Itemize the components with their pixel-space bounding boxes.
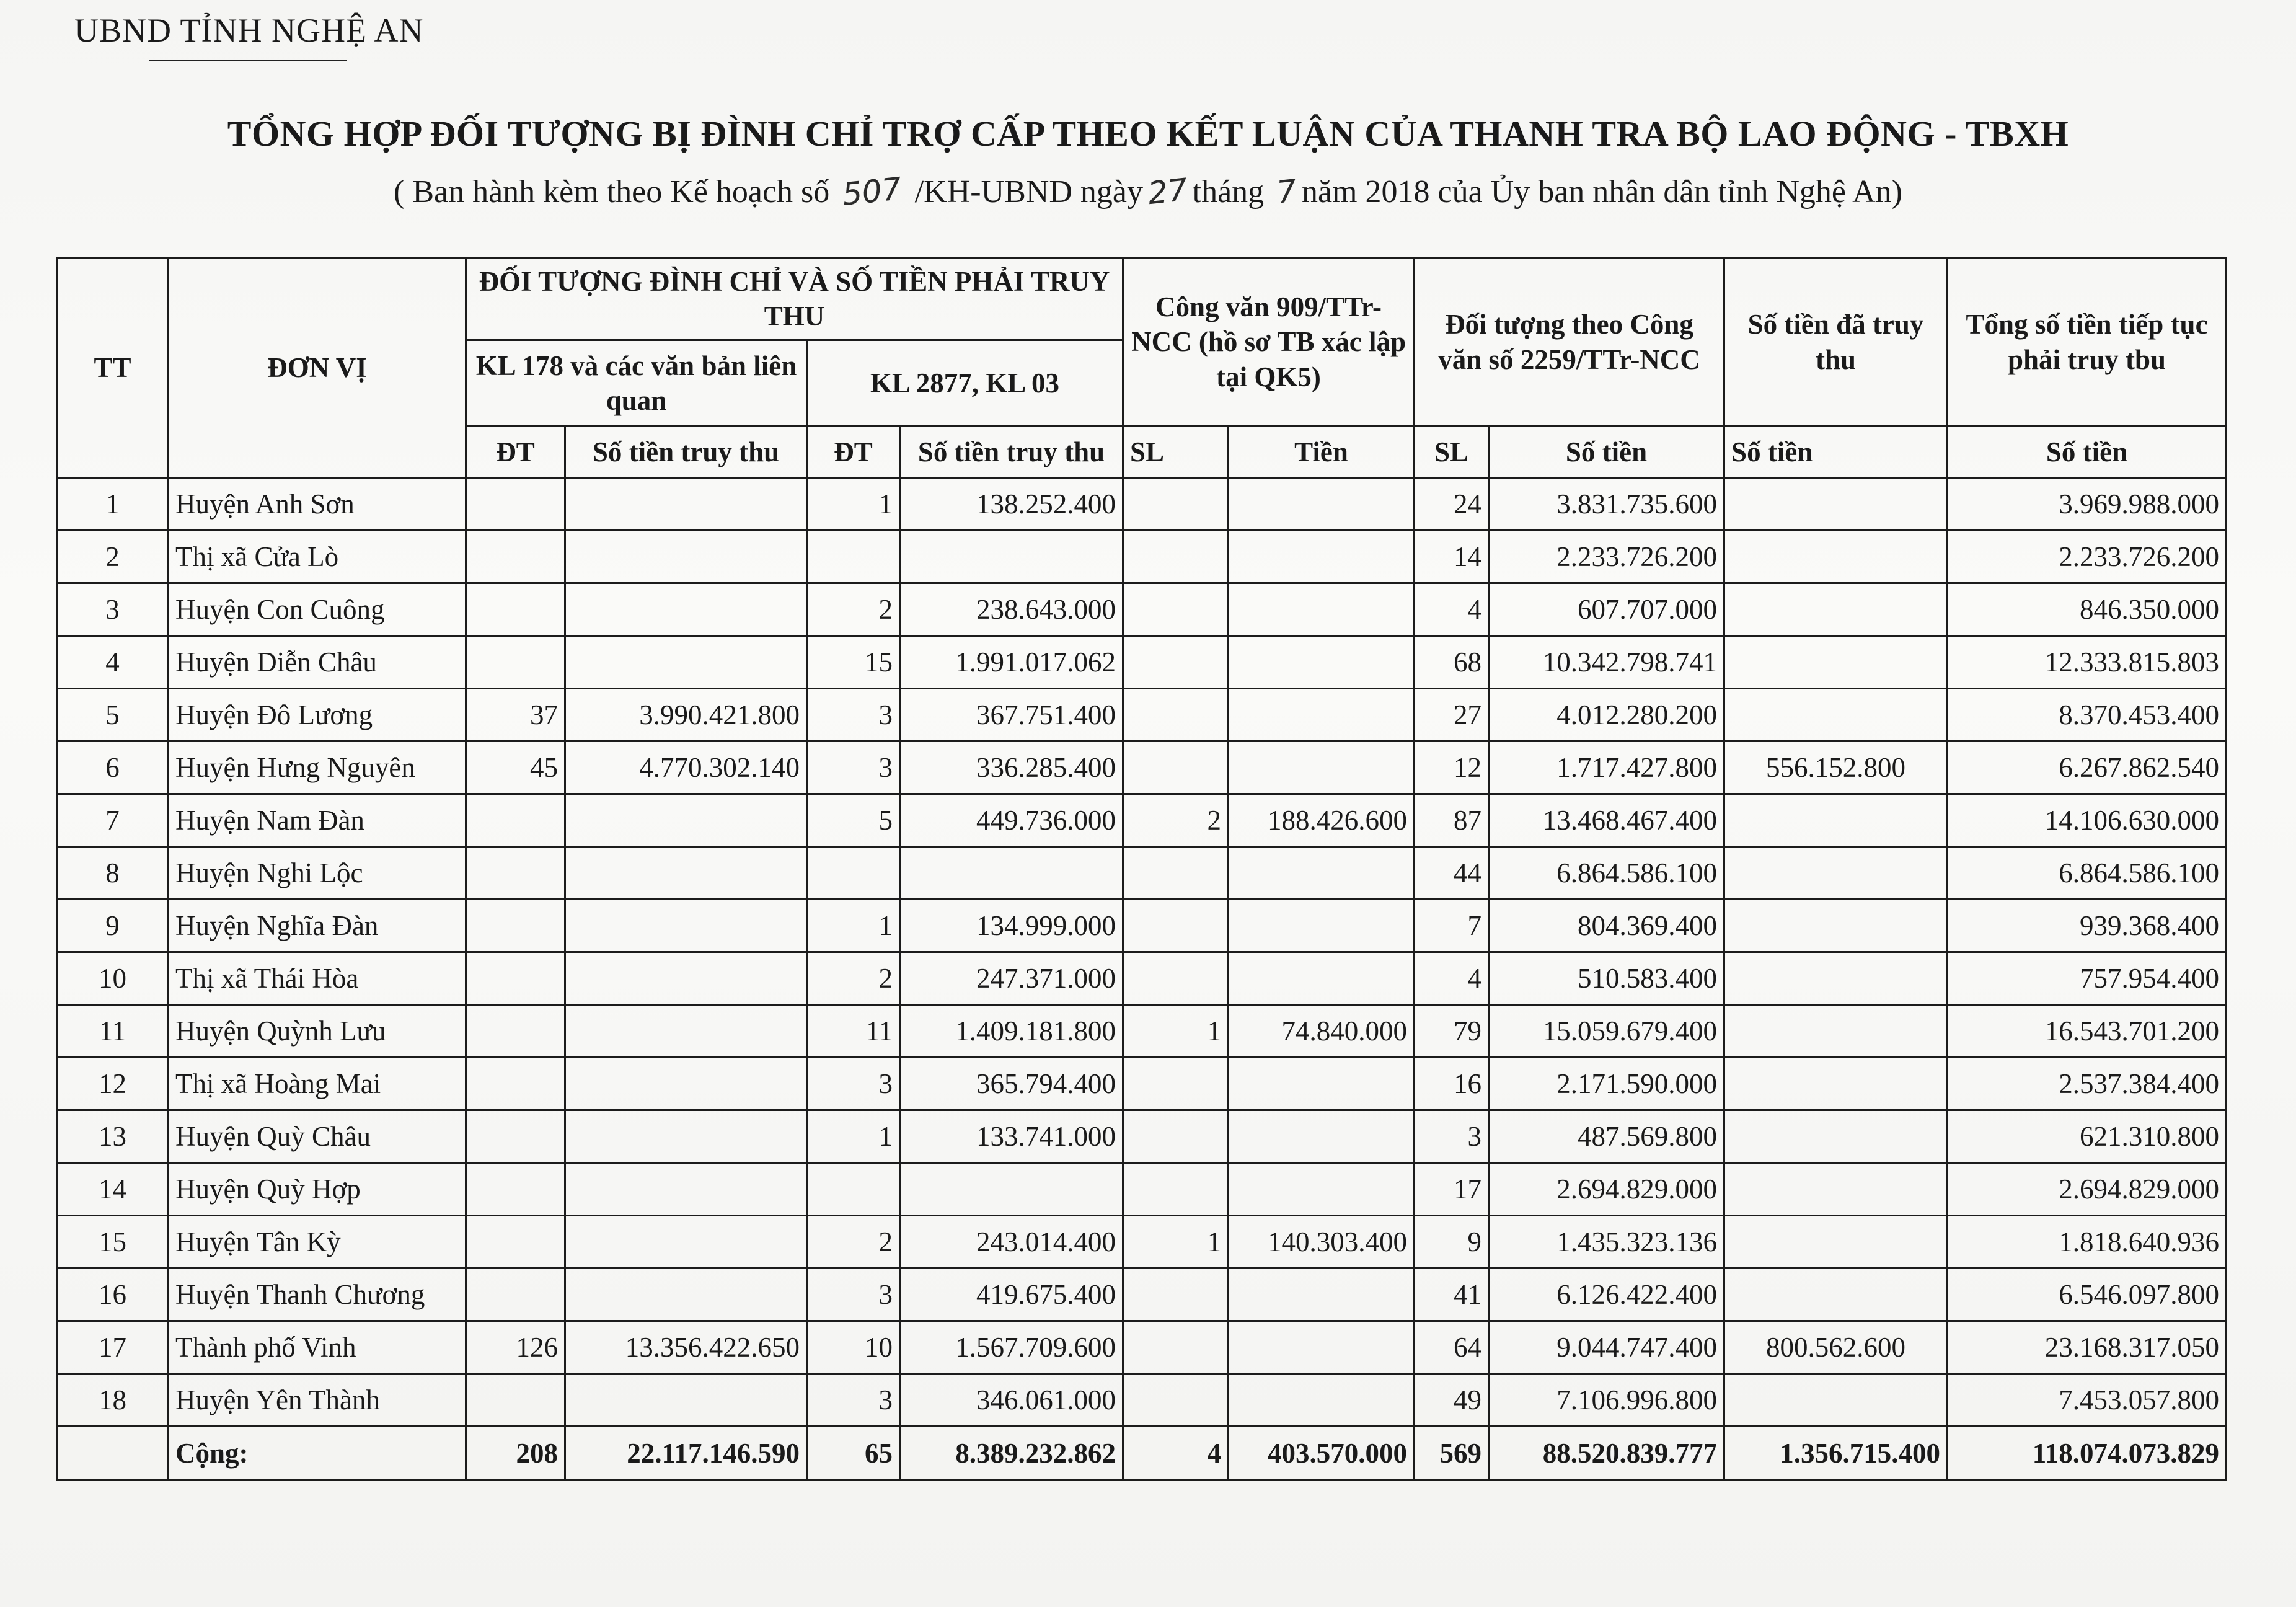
cell-don-vi: Thị xã Thái Hòa <box>169 952 466 1005</box>
cell-cv2259-tien: 9.044.747.400 <box>1489 1321 1724 1374</box>
cell-tt: 2 <box>57 531 169 583</box>
header-kl178: KL 178 và các văn bản liên quan <box>466 340 807 427</box>
cell-cv2259-sl: 87 <box>1415 794 1489 847</box>
cell-kl2877-tien <box>900 531 1123 583</box>
header-da-truy-thu: Số tiền đã truy thu <box>1724 258 1948 427</box>
cell-cv2259-tien: 804.369.400 <box>1489 900 1724 952</box>
cell-cv909-tien: 74.840.000 <box>1229 1005 1415 1058</box>
cell-cv2259-tien: 607.707.000 <box>1489 583 1724 636</box>
total-cell-da-truy-thu: 1.356.715.400 <box>1724 1427 1948 1481</box>
cell-cv909-sl <box>1123 478 1229 531</box>
cell-cv2259-tien: 1.717.427.800 <box>1489 742 1724 794</box>
cell-kl178-dt <box>466 583 565 636</box>
cell-cv909-sl: 2 <box>1123 794 1229 847</box>
cell-kl178-tien <box>565 794 807 847</box>
subtitle-part-4: năm 2018 của Ủy ban nhân dân tỉnh Nghệ An) <box>1301 174 1902 210</box>
table-row <box>57 847 2227 900</box>
cell-kl2877-tien <box>900 1163 1123 1216</box>
cell-tt: 18 <box>57 1374 169 1427</box>
cell-cv2259-sl: 44 <box>1415 847 1489 900</box>
cell-kl178-tien <box>565 900 807 952</box>
cell-don-vi: Huyện Đô Lương <box>169 689 466 742</box>
cell-da-truy-thu <box>1724 1268 1948 1321</box>
cell-tt: 3 <box>57 583 169 636</box>
cell-da-truy-thu <box>1724 1058 1948 1110</box>
cell-tong: 6.546.097.800 <box>1948 1268 2227 1321</box>
cell-cv2259-sl: 16 <box>1415 1058 1489 1110</box>
cell-kl2877-dt: 2 <box>807 952 900 1005</box>
cell-don-vi: Huyện Diễn Châu <box>169 636 466 689</box>
subtitle-part-2: /KH-UBND ngày <box>914 174 1143 210</box>
cell-kl178-tien <box>565 847 807 900</box>
cell-kl2877-dt <box>807 847 900 900</box>
cell-da-truy-thu <box>1724 952 1948 1005</box>
cell-don-vi: Huyện Thanh Chương <box>169 1268 466 1321</box>
cell-kl178-dt <box>466 794 565 847</box>
total-cell-don-vi: Cộng: <box>169 1427 466 1481</box>
total-cell-tong: 118.074.073.829 <box>1948 1427 2227 1481</box>
cell-don-vi: Huyện Hưng Nguyên <box>169 742 466 794</box>
cell-kl2877-dt <box>807 1163 900 1216</box>
cell-kl178-tien: 13.356.422.650 <box>565 1321 807 1374</box>
cell-da-truy-thu <box>1724 1374 1948 1427</box>
cell-kl178-dt <box>466 1058 565 1110</box>
summary-table <box>56 257 2227 1481</box>
cell-tong: 3.969.988.000 <box>1948 478 2227 531</box>
document-subtitle <box>0 170 2296 213</box>
cell-kl178-dt <box>466 1163 565 1216</box>
cell-cv909-sl: 1 <box>1123 1216 1229 1268</box>
cell-tt: 6 <box>57 742 169 794</box>
header-cv909-sl: SL <box>1123 427 1229 478</box>
cell-kl2877-dt: 1 <box>807 478 900 531</box>
cell-cv909-sl <box>1123 847 1229 900</box>
cell-kl2877-tien: 419.675.400 <box>900 1268 1123 1321</box>
cell-kl178-dt: 37 <box>466 689 565 742</box>
cell-tt: 14 <box>57 1163 169 1216</box>
cell-kl178-dt <box>466 636 565 689</box>
cell-kl2877-tien: 449.736.000 <box>900 794 1123 847</box>
cell-da-truy-thu <box>1724 794 1948 847</box>
cell-kl2877-dt: 3 <box>807 1374 900 1427</box>
header-kl2877-dt: ĐT <box>807 427 900 478</box>
cell-kl178-dt <box>466 1216 565 1268</box>
cell-da-truy-thu <box>1724 1110 1948 1163</box>
cell-cv2259-tien: 6.864.586.100 <box>1489 847 1724 900</box>
total-cell-cv909-tien: 403.570.000 <box>1229 1427 1415 1481</box>
table-row <box>57 689 2227 742</box>
cell-cv909-sl <box>1123 1374 1229 1427</box>
cell-cv2259-tien: 1.435.323.136 <box>1489 1216 1724 1268</box>
table-row <box>57 531 2227 583</box>
total-cell-kl178-dt: 208 <box>466 1427 565 1481</box>
cell-cv2259-tien: 10.342.798.741 <box>1489 636 1724 689</box>
header-cv2259-sl: SL <box>1415 427 1489 478</box>
cell-da-truy-thu: 800.562.600 <box>1724 1321 1948 1374</box>
cell-tong: 757.954.400 <box>1948 952 2227 1005</box>
cell-cv909-sl <box>1123 900 1229 952</box>
cell-cv2259-tien: 7.106.996.800 <box>1489 1374 1724 1427</box>
handwritten-month: 7 <box>1275 172 1299 211</box>
cell-cv2259-tien: 13.468.467.400 <box>1489 794 1724 847</box>
cell-da-truy-thu <box>1724 636 1948 689</box>
cell-cv909-tien <box>1229 847 1415 900</box>
cell-tt: 1 <box>57 478 169 531</box>
cell-tt: 11 <box>57 1005 169 1058</box>
cell-cv909-sl <box>1123 1110 1229 1163</box>
total-row <box>57 1427 2227 1481</box>
cell-tt: 12 <box>57 1058 169 1110</box>
cell-kl2877-dt: 3 <box>807 689 900 742</box>
cell-cv909-sl <box>1123 1163 1229 1216</box>
cell-kl178-dt <box>466 900 565 952</box>
cell-kl2877-dt: 2 <box>807 583 900 636</box>
cell-kl2877-tien: 238.643.000 <box>900 583 1123 636</box>
header-kl2877: KL 2877, KL 03 <box>807 340 1123 427</box>
cell-cv2259-sl: 68 <box>1415 636 1489 689</box>
cell-kl2877-dt: 3 <box>807 1058 900 1110</box>
cell-cv2259-sl: 4 <box>1415 583 1489 636</box>
cell-tong: 846.350.000 <box>1948 583 2227 636</box>
table-row <box>57 742 2227 794</box>
cell-kl2877-dt <box>807 531 900 583</box>
cell-cv909-tien <box>1229 583 1415 636</box>
cell-tt: 9 <box>57 900 169 952</box>
cell-kl2877-tien: 138.252.400 <box>900 478 1123 531</box>
cell-da-truy-thu <box>1724 1005 1948 1058</box>
cell-cv2259-tien: 2.171.590.000 <box>1489 1058 1724 1110</box>
cell-don-vi: Huyện Yên Thành <box>169 1374 466 1427</box>
cell-tt: 7 <box>57 794 169 847</box>
cell-cv2259-sl: 3 <box>1415 1110 1489 1163</box>
cell-tong: 621.310.800 <box>1948 1110 2227 1163</box>
cell-cv909-tien <box>1229 1321 1415 1374</box>
header-group-dinh-chi: ĐỐI TƯỢNG ĐÌNH CHỈ VÀ SỐ TIỀN PHẢI TRUY THU <box>466 258 1123 340</box>
total-cell-kl2877-dt: 65 <box>807 1427 900 1481</box>
cell-tt: 8 <box>57 847 169 900</box>
cell-cv2259-tien: 3.831.735.600 <box>1489 478 1724 531</box>
handwritten-day: 27 <box>1146 171 1190 212</box>
cell-cv2259-sl: 14 <box>1415 531 1489 583</box>
header-kl178-dt: ĐT <box>466 427 565 478</box>
cell-kl2877-tien: 365.794.400 <box>900 1058 1123 1110</box>
cell-da-truy-thu <box>1724 478 1948 531</box>
header-da-truy-thu-so-tien: Số tiền <box>1724 427 1948 478</box>
cell-cv2259-sl: 7 <box>1415 900 1489 952</box>
cell-cv909-tien <box>1229 900 1415 952</box>
cell-kl178-tien <box>565 952 807 1005</box>
cell-kl2877-tien: 247.371.000 <box>900 952 1123 1005</box>
cell-cv2259-sl: 9 <box>1415 1216 1489 1268</box>
cell-cv909-tien <box>1229 1110 1415 1163</box>
header-don-vi: ĐƠN VỊ <box>169 258 466 478</box>
cell-cv909-sl: 1 <box>1123 1005 1229 1058</box>
table-row <box>57 636 2227 689</box>
cell-kl178-dt <box>466 1110 565 1163</box>
cell-kl2877-tien: 243.014.400 <box>900 1216 1123 1268</box>
cell-da-truy-thu <box>1724 1216 1948 1268</box>
cell-kl2877-tien: 336.285.400 <box>900 742 1123 794</box>
handwritten-plan-number: 507 <box>841 170 904 213</box>
table-row <box>57 1110 2227 1163</box>
cell-tong: 6.864.586.100 <box>1948 847 2227 900</box>
cell-cv2259-sl: 64 <box>1415 1321 1489 1374</box>
cell-cv2259-tien: 2.694.829.000 <box>1489 1163 1724 1216</box>
cell-kl178-dt <box>466 531 565 583</box>
cell-kl178-tien <box>565 1374 807 1427</box>
cell-cv909-tien <box>1229 1058 1415 1110</box>
table-row <box>57 1268 2227 1321</box>
cell-tt: 17 <box>57 1321 169 1374</box>
cell-cv2259-tien: 4.012.280.200 <box>1489 689 1724 742</box>
cell-kl178-tien <box>565 531 807 583</box>
cell-cv2259-sl: 79 <box>1415 1005 1489 1058</box>
cell-kl2877-tien: 367.751.400 <box>900 689 1123 742</box>
table-row <box>57 794 2227 847</box>
cell-cv2259-sl: 49 <box>1415 1374 1489 1427</box>
cell-cv909-tien: 140.303.400 <box>1229 1216 1415 1268</box>
cell-tong: 939.368.400 <box>1948 900 2227 952</box>
cell-kl2877-dt: 1 <box>807 1110 900 1163</box>
cell-cv2259-tien: 6.126.422.400 <box>1489 1268 1724 1321</box>
table-row <box>57 1216 2227 1268</box>
cell-kl178-dt: 45 <box>466 742 565 794</box>
cell-cv909-tien <box>1229 531 1415 583</box>
total-cell-cv2259-tien: 88.520.839.777 <box>1489 1427 1724 1481</box>
table-row <box>57 1374 2227 1427</box>
cell-don-vi: Huyện Anh Sơn <box>169 478 466 531</box>
cell-cv909-sl <box>1123 689 1229 742</box>
cell-kl178-tien <box>565 1163 807 1216</box>
cell-kl2877-tien: 134.999.000 <box>900 900 1123 952</box>
cell-tt: 4 <box>57 636 169 689</box>
cell-cv2259-sl: 27 <box>1415 689 1489 742</box>
table-row <box>57 952 2227 1005</box>
subtitle-part-1: ( Ban hành kèm theo Kế hoạch số <box>394 174 830 210</box>
cell-cv909-sl <box>1123 1321 1229 1374</box>
cell-da-truy-thu <box>1724 900 1948 952</box>
cell-cv909-sl <box>1123 531 1229 583</box>
cell-kl178-dt <box>466 1268 565 1321</box>
cell-kl178-dt <box>466 1374 565 1427</box>
cell-da-truy-thu <box>1724 583 1948 636</box>
header-tong-tiep-tuc: Tổng số tiền tiếp tục phải truy tbu <box>1948 258 2227 427</box>
cell-kl2877-dt: 3 <box>807 1268 900 1321</box>
cell-cv909-tien <box>1229 952 1415 1005</box>
cell-kl2877-tien: 346.061.000 <box>900 1374 1123 1427</box>
cell-kl178-tien <box>565 1110 807 1163</box>
cell-tt: 16 <box>57 1268 169 1321</box>
cell-kl178-tien: 4.770.302.140 <box>565 742 807 794</box>
cell-tong: 1.818.640.936 <box>1948 1216 2227 1268</box>
header-kl2877-so-tien: Số tiền truy thu <box>900 427 1123 478</box>
cell-da-truy-thu <box>1724 847 1948 900</box>
cell-tong: 23.168.317.050 <box>1948 1321 2227 1374</box>
cell-cv2259-sl: 12 <box>1415 742 1489 794</box>
cell-da-truy-thu <box>1724 531 1948 583</box>
cell-kl178-tien <box>565 1216 807 1268</box>
table-body <box>57 478 2227 1481</box>
cell-don-vi: Huyện Tân Kỳ <box>169 1216 466 1268</box>
cell-kl2877-dt: 11 <box>807 1005 900 1058</box>
header-cv2259-so-tien: Số tiền <box>1489 427 1724 478</box>
cell-kl2877-tien: 133.741.000 <box>900 1110 1123 1163</box>
total-cell-tt <box>57 1427 169 1481</box>
table-row <box>57 900 2227 952</box>
cell-kl178-tien <box>565 1005 807 1058</box>
cell-don-vi: Thị xã Cửa Lò <box>169 531 466 583</box>
cell-cv2259-tien: 510.583.400 <box>1489 952 1724 1005</box>
cell-cv909-tien <box>1229 478 1415 531</box>
cell-don-vi: Huyện Nghĩa Đàn <box>169 900 466 952</box>
cell-kl2877-dt: 15 <box>807 636 900 689</box>
cell-cv909-tien <box>1229 1163 1415 1216</box>
subtitle-part-3: tháng <box>1192 174 1265 210</box>
cell-kl2877-dt: 10 <box>807 1321 900 1374</box>
header-cv909-tien: Tiền <box>1229 427 1415 478</box>
agency-underline <box>149 60 347 61</box>
cell-cv909-sl <box>1123 952 1229 1005</box>
cell-cv909-sl <box>1123 583 1229 636</box>
table-row <box>57 583 2227 636</box>
cell-kl178-dt <box>466 1005 565 1058</box>
table-row <box>57 1321 2227 1374</box>
cell-tong: 12.333.815.803 <box>1948 636 2227 689</box>
cell-cv2259-sl: 4 <box>1415 952 1489 1005</box>
cell-cv2259-sl: 41 <box>1415 1268 1489 1321</box>
cell-kl178-dt: 126 <box>466 1321 565 1374</box>
total-cell-cv909-sl: 4 <box>1123 1427 1229 1481</box>
cell-don-vi: Huyện Quỳ Châu <box>169 1110 466 1163</box>
cell-cv909-tien <box>1229 689 1415 742</box>
cell-kl2877-dt: 1 <box>807 900 900 952</box>
cell-kl2877-tien: 1.991.017.062 <box>900 636 1123 689</box>
cell-kl2877-tien: 1.567.709.600 <box>900 1321 1123 1374</box>
table-row <box>57 478 2227 531</box>
cell-don-vi: Huyện Nghi Lộc <box>169 847 466 900</box>
cell-tong: 2.537.384.400 <box>1948 1058 2227 1110</box>
cell-kl2877-tien <box>900 847 1123 900</box>
table-row <box>57 1058 2227 1110</box>
cell-tt: 15 <box>57 1216 169 1268</box>
cell-kl178-tien <box>565 478 807 531</box>
cell-tt: 10 <box>57 952 169 1005</box>
cell-kl178-tien: 3.990.421.800 <box>565 689 807 742</box>
cell-don-vi: Huyện Con Cuông <box>169 583 466 636</box>
cell-tong: 2.233.726.200 <box>1948 531 2227 583</box>
cell-don-vi: Huyện Quỳ Hợp <box>169 1163 466 1216</box>
table-row <box>57 1005 2227 1058</box>
cell-cv2259-sl: 17 <box>1415 1163 1489 1216</box>
cell-cv909-tien <box>1229 742 1415 794</box>
cell-cv909-tien <box>1229 636 1415 689</box>
cell-don-vi: Huyện Quỳnh Lưu <box>169 1005 466 1058</box>
cell-cv909-tien <box>1229 1374 1415 1427</box>
cell-cv2259-tien: 2.233.726.200 <box>1489 531 1724 583</box>
cell-tong: 7.453.057.800 <box>1948 1374 2227 1427</box>
header-kl178-so-tien: Số tiền truy thu <box>565 427 807 478</box>
cell-kl178-tien <box>565 1058 807 1110</box>
cell-don-vi: Huyện Nam Đàn <box>169 794 466 847</box>
cell-tt: 5 <box>57 689 169 742</box>
cell-cv2259-sl: 24 <box>1415 478 1489 531</box>
header-cv909: Công văn 909/TTr-NCC (hồ sơ TB xác lập tại QK5) <box>1123 258 1415 427</box>
cell-kl2877-dt: 5 <box>807 794 900 847</box>
cell-tt: 13 <box>57 1110 169 1163</box>
cell-cv909-tien <box>1229 1268 1415 1321</box>
cell-cv2259-tien: 487.569.800 <box>1489 1110 1724 1163</box>
cell-da-truy-thu <box>1724 689 1948 742</box>
cell-kl178-tien <box>565 1268 807 1321</box>
total-cell-kl2877-tien: 8.389.232.862 <box>900 1427 1123 1481</box>
cell-tong: 2.694.829.000 <box>1948 1163 2227 1216</box>
cell-don-vi: Thị xã Hoàng Mai <box>169 1058 466 1110</box>
cell-da-truy-thu: 556.152.800 <box>1724 742 1948 794</box>
cell-kl178-dt <box>466 478 565 531</box>
cell-kl178-dt <box>466 847 565 900</box>
header-cv2259: Đối tượng theo Công văn số 2259/TTr-NCC <box>1415 258 1724 427</box>
cell-kl178-dt <box>466 952 565 1005</box>
header-tong-so-tien: Số tiền <box>1948 427 2227 478</box>
cell-kl2877-dt: 3 <box>807 742 900 794</box>
cell-cv909-sl <box>1123 742 1229 794</box>
cell-da-truy-thu <box>1724 1163 1948 1216</box>
table-row <box>57 1163 2227 1216</box>
total-cell-kl178-tien: 22.117.146.590 <box>565 1427 807 1481</box>
cell-don-vi: Thành phố Vinh <box>169 1321 466 1374</box>
total-cell-cv2259-sl: 569 <box>1415 1427 1489 1481</box>
agency-name: UBND TỈNH NGHỆ AN <box>74 12 424 49</box>
cell-tong: 6.267.862.540 <box>1948 742 2227 794</box>
cell-cv2259-tien: 15.059.679.400 <box>1489 1005 1724 1058</box>
cell-kl178-tien <box>565 636 807 689</box>
cell-tong: 16.543.701.200 <box>1948 1005 2227 1058</box>
cell-tong: 8.370.453.400 <box>1948 689 2227 742</box>
document-title: TỔNG HỢP ĐỐI TƯỢNG BỊ ĐÌNH CHỈ TRỢ CẤP THEO KẾT LUẬN CỦA THANH TRA BỘ LAO ĐỘNG - TBXH <box>227 113 2069 154</box>
cell-cv909-tien: 188.426.600 <box>1229 794 1415 847</box>
cell-kl2877-tien: 1.409.181.800 <box>900 1005 1123 1058</box>
cell-cv909-sl <box>1123 636 1229 689</box>
cell-cv909-sl <box>1123 1058 1229 1110</box>
cell-kl178-tien <box>565 583 807 636</box>
cell-tong: 14.106.630.000 <box>1948 794 2227 847</box>
header-tt: TT <box>57 258 169 478</box>
cell-kl2877-dt: 2 <box>807 1216 900 1268</box>
cell-cv909-sl <box>1123 1268 1229 1321</box>
